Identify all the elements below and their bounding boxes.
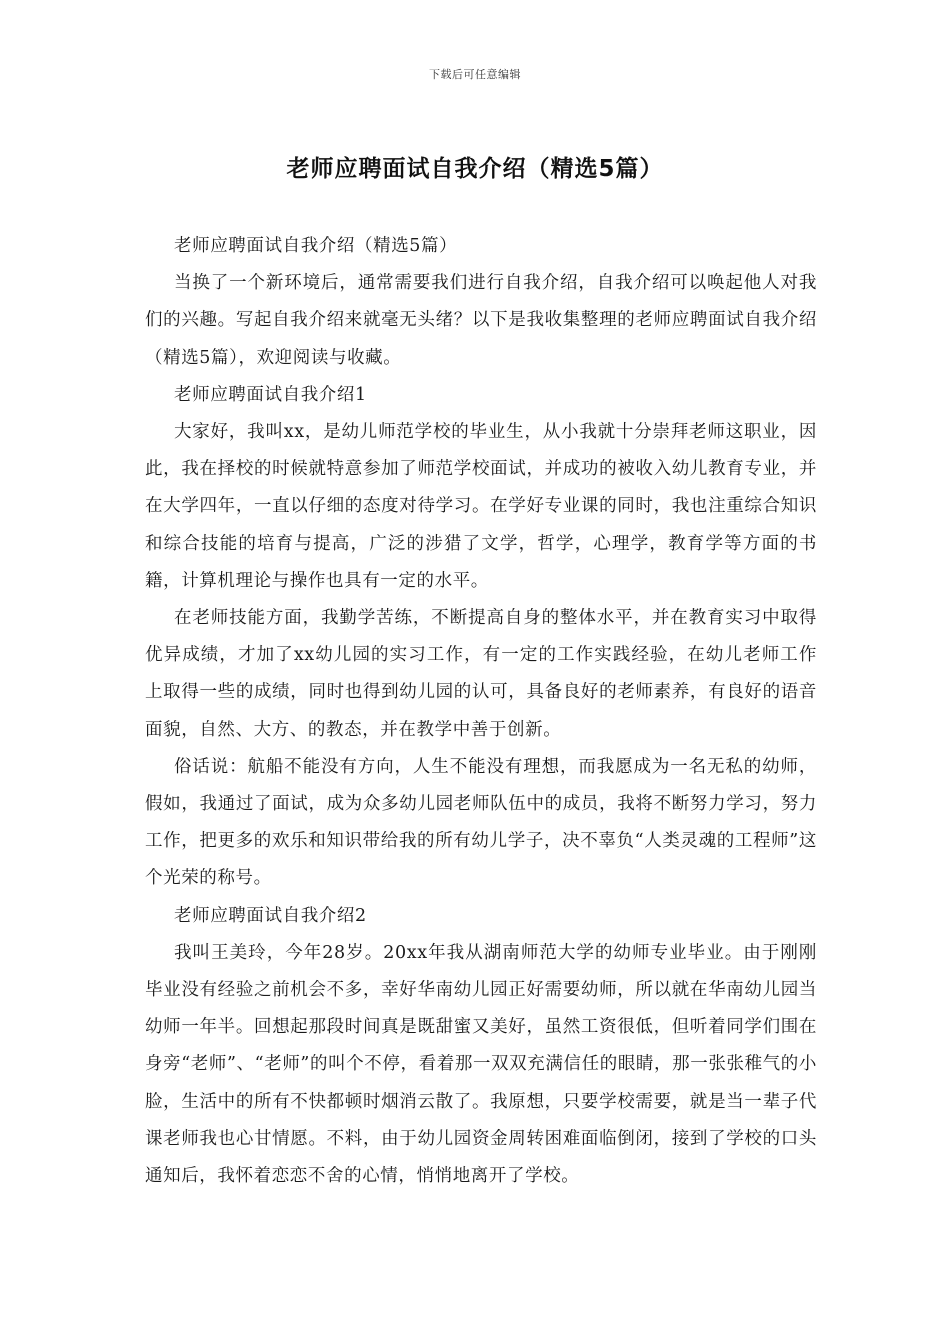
- section-2-heading: 老师应聘面试自我介绍2: [174, 905, 367, 926]
- section-1-paragraph-2: 在老师技能方面，我勤学苦练，不断提高自身的整体水平，并在教育实习中取得优异成绩，才加了xx幼儿园的实习工作，有一定的工作实践经验，在幼儿老师工作上取得一些的成绩，同时也得到幼儿园的认可，具备良好的老师素养，有良好的语音面貌，自然、大方、的教态，并在教学中善于创新。: [145, 608, 817, 740]
- section-1-paragraph-3: 俗话说：航船不能没有方向，人生不能没有理想，而我愿成为一名无私的幼师，假如，我通过了面试，成为众多幼儿园老师队伍中的成员，我将不断努力学习，努力工作，把更多的欢乐和知识带给我的所有幼儿学子，决不辜负“人类灵魂的工程师”这个光荣的称号。: [145, 756, 817, 889]
- section-1-heading: 老师应聘面试自我介绍1: [174, 384, 367, 405]
- section-1-paragraph-1: 大家好，我叫xx，是幼儿师范学校的毕业生，从小我就十分崇拜老师这职业，因此，我在择校的时候就特意参加了师范学校面试，并成功的被收入幼儿教育专业，并在大学四年，一直以仔细的态度对待学习。在学好专业课的同时，我也注重综合知识和综合技能的培育与提高，广泛的涉猎了文学，哲学，心理学，教育学等方面的书籍，计算机理论与操作也具有一定的水平。: [145, 422, 817, 591]
- document-body: [145, 228, 817, 1195]
- header-note: 下载后可任意编辑: [429, 68, 521, 81]
- section-2-paragraph-1: 我叫王美玲，今年28岁。20xx年我从湖南师范大学的幼师专业毕业。由于刚刚毕业没有经验之前机会不多，幸好华南幼儿园正好需要幼师，所以就在华南幼儿园当幼师一年半。回想起那段时间真是既甜蜜又美好，虽然工资很低，但听着同学们围在身旁“老师”、“老师”的叫个不停，看着那一双双充满信任的眼睛，那一张张稚气的小脸，生活中的所有不快都顿时烟消云散了。我原想，只要学校需要，就是当一辈子代课老师我也心甘情愿。不料，由于幼儿园资金周转困难面临倒闭，接到了学校的口头通知后，我怀着恋恋不舍的心情，悄悄地离开了学校。: [145, 942, 817, 1187]
- intro-paragraph: 当换了一个新环境后，通常需要我们进行自我介绍，自我介绍可以唤起他人对我们的兴趣。写起自我介绍来就毫无头绪？以下是我收集整理的老师应聘面试自我介绍（精选5篇），欢迎阅读与收藏。: [145, 273, 817, 368]
- intro-heading: 老师应聘面试自我介绍（精选5篇）: [174, 236, 458, 256]
- document-title: 老师应聘面试自我介绍（精选5篇）: [286, 156, 664, 182]
